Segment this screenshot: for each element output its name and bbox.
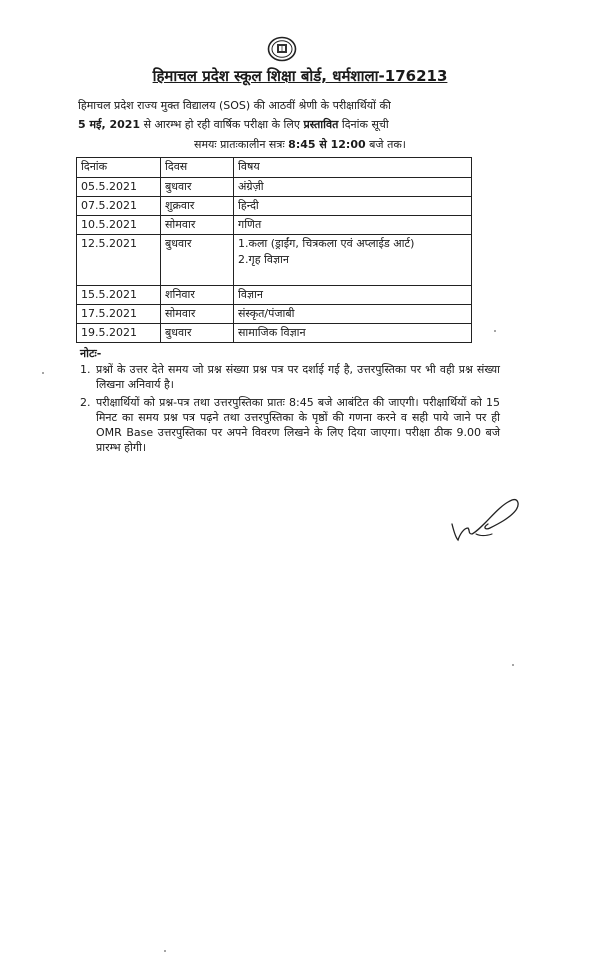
row-day: बुधवार [161, 324, 234, 343]
row-subject: संस्कृत/पंजाबी [234, 305, 472, 324]
scan-speck [42, 372, 44, 374]
table-header-row [77, 158, 472, 178]
row-date: 17.5.2021 [77, 305, 161, 324]
table-row [77, 305, 472, 324]
intro-line1: हिमाचल प्रदेश राज्य मुक्त विद्यालय (SOS) की आठवीं श्रेणी के परीक्षार्थियों की [78, 99, 391, 112]
row-date: 05.5.2021 [77, 178, 161, 197]
row-date: 07.5.2021 [77, 197, 161, 216]
header-subject: विषय [234, 158, 472, 178]
scan-speck [164, 950, 166, 952]
subject-line-2: 2.गृह विज्ञान [238, 253, 289, 266]
intro-proposed-word: प्रस्तावित [303, 118, 339, 131]
row-day: सोमवार [161, 216, 234, 235]
exam-schedule-table [76, 157, 472, 343]
timing-hours: 8:45 से 12:00 [288, 138, 366, 151]
row-day: शुक्रवार [161, 197, 234, 216]
table-row [77, 197, 472, 216]
notes-heading: नोटः- [80, 347, 102, 360]
intro-start-date: 5 मई, 2021 [78, 118, 141, 131]
note-item [80, 395, 500, 455]
row-date: 10.5.2021 [77, 216, 161, 235]
note-item [80, 362, 500, 392]
blank-line [238, 268, 467, 284]
scan-speck [494, 330, 496, 332]
row-day: बुधवार [161, 235, 234, 286]
table-row [77, 324, 472, 343]
intro-line2-end: दिनांक सूची [338, 118, 389, 131]
row-day: सोमवार [161, 305, 234, 324]
table-row [77, 216, 472, 235]
row-date: 19.5.2021 [77, 324, 161, 343]
timing-suffix: बजे तक। [365, 138, 406, 151]
subject-line-1: 1.कला (ड्राईंग, चित्रकला एवं अप्लाईड आर्ट) [238, 237, 415, 250]
row-subject: विज्ञान [234, 286, 472, 305]
emblem-icon [267, 36, 297, 62]
row-subject: सामाजिक विज्ञान [234, 324, 472, 343]
row-subject: अंग्रेज़ी [234, 178, 472, 197]
row-subject: गणित [234, 216, 472, 235]
signature-icon [446, 494, 526, 550]
row-day: बुधवार [161, 178, 234, 197]
header-day: दिवस [161, 158, 234, 178]
note-text: प्रश्नों के उत्तर देते समय जो प्रश्न संख्या प्रश्न पत्र पर दर्शाई गई है, उत्तरपुस्तिका पर भी वही प्रश्न संख्या लिखना अनिवार्य है। [96, 363, 500, 391]
scan-speck [512, 664, 514, 666]
note-number: 1. [80, 363, 91, 376]
notes-list [80, 362, 500, 458]
table-row [77, 286, 472, 305]
row-date: 15.5.2021 [77, 286, 161, 305]
note-number: 2. [80, 396, 91, 409]
exam-timing [60, 137, 540, 152]
row-date: 12.5.2021 [77, 235, 161, 286]
intro-line2-text: से आरम्भ हो रही वार्षिक परीक्षा के लिए [140, 118, 304, 131]
header-date: दिनांक [77, 158, 161, 178]
row-subject: हिन्दी [234, 197, 472, 216]
table-row [77, 235, 472, 286]
row-day: शनिवार [161, 286, 234, 305]
intro-paragraph [78, 96, 526, 134]
table-row [77, 178, 472, 197]
timing-prefix: समयः प्रातःकालीन सत्रः [194, 138, 289, 151]
note-text: परीक्षार्थियों को प्रश्न-पत्र तथा उत्तरपुस्तिका प्रातः 8:45 बजे आबंटित की जाएगी। परीक्षार्थियों को 15 मिनट का समय प्रश्न पत्र पढ़ने तथा उत्तरपुस्तिका के पृष्ठों की गणना करने व सही पाये जाने पर ही OMR Base उत्तरपुस्तिका पर अपने विवरण लिखने के लिए दिया जाएगा। परीक्षा ठीक 9.00 बजे प्रारम्भ होगी। [96, 396, 500, 454]
page-title: हिमाचल प्रदेश स्कूल शिक्षा बोर्ड, धर्मशाला-176213 [152, 67, 448, 85]
row-subject-multi [234, 235, 472, 286]
